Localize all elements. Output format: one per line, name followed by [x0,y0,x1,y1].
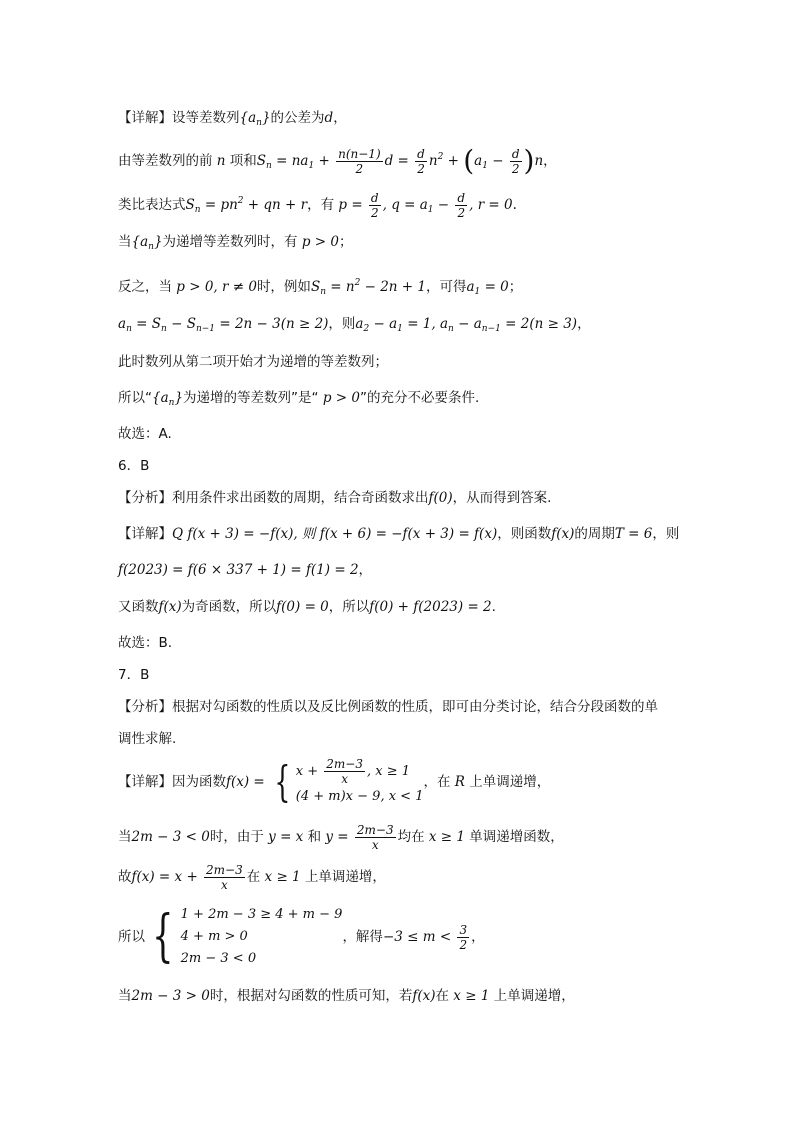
text: ， [577,316,591,332]
text-line [118,314,591,339]
math: f(0) = 0 [276,599,329,615]
text: 为奇函数，所以 [181,599,277,615]
text: 在 [435,988,450,1004]
text-line [118,560,372,580]
text: 所以 [118,929,145,945]
text: ，则函数 [497,526,552,542]
math: ) [523,144,535,177]
text-line [118,232,352,257]
text: . [491,599,496,615]
text: 均在 [397,829,425,845]
text: 故 [118,869,132,885]
math: $a_2 - a_1 = 1$, $a_n - a_{n-1} = 2(n \ge 3)$ [355,316,578,334]
math: $a_1$ − [474,153,508,171]
math: $\frac{d}{2}$ [370,190,379,220]
math: ， [543,153,557,169]
text: 【详解】设等差数列 [118,110,240,126]
math: Q f(x + 3) = −f(x), 则 f(x + 6) = −f(x + 3) = f(x) [172,526,498,542]
math: y = [321,829,353,845]
text-line [118,633,172,653]
text-line [118,986,575,1006]
text-line [118,108,347,133]
text: 当 [118,234,132,250]
math: $\{a_n\}$ [152,390,184,408]
text: ，则 [328,316,356,332]
math: { [152,904,174,969]
math: , r = 0 [469,197,513,213]
text: 的公差为 [270,110,325,126]
math: $S_n = n^2 - 2n + 1$ [310,278,426,297]
text: ，有 [307,197,335,213]
math: $\frac{d}{2}$ [457,190,466,220]
text: 6．B [118,458,150,474]
text-line [118,597,496,617]
math: f(x) [551,526,575,542]
math: n [212,153,230,169]
text: ； [338,234,353,250]
text-line [118,140,557,183]
math: $\frac{2m-3}{x}$ [356,822,394,852]
math: p = [334,197,367,213]
text-line [118,186,517,225]
text-line [118,697,658,717]
text: 调性求解. [118,731,177,747]
text: 时，例如 [256,279,311,295]
math: 2m − 3 > 0 [131,988,210,1004]
text: 在 [246,869,261,885]
text: 故选：B. [118,635,173,651]
text-line [118,388,479,413]
math: f(x) [158,599,182,615]
text: 当 [118,988,132,1004]
text-line [118,729,176,749]
question-number [118,665,149,685]
math: x ≥ 1 [449,988,494,1004]
text-line [118,488,551,508]
text: ，在 [423,774,451,790]
text: 7．B [118,667,150,683]
text: 【分析】利用条件求出函数的周期，结合奇函数求出 [118,490,429,506]
text: 时，由于 [209,829,264,845]
math: $a_1 = 0$ [466,279,509,297]
text-line [118,424,172,444]
text-line [118,352,388,372]
text: ， [333,110,347,126]
math: f(0) + f(2023) = 2 [369,599,492,615]
text: 上单调递增， [493,988,575,1004]
math: $\{a_n\}$ [239,110,271,128]
math: x + $\frac{2m-3}{x}$ , x ≥ 1 (4 + m)x − 9, x < 1 [295,756,424,804]
text: 【详解】 [118,526,172,542]
text: 【详解】因为函数 [118,774,226,790]
text: ，从而得到答案. [452,490,552,506]
text: 反之，当 [118,279,172,295]
math: $\frac{3}{2}$ [459,922,468,952]
math: f(x) = [226,774,270,790]
math: $S_n = na_1$ + [256,153,335,171]
math: d [324,110,334,126]
math: x ≥ 1 [260,869,305,885]
text: 类比表达式 [118,197,186,213]
math: $a_n = S_n - S_{n-1} = 2n - 3(n \ge 2)$ [118,316,329,334]
text: 所以“ [118,390,152,406]
text: 此时数列从第二项开始才为递增的等差数列； [118,354,388,370]
text: ； [508,279,523,295]
math: $\{a_n\}$ [131,234,163,252]
text-line [118,822,564,852]
math: n [534,153,544,169]
text: 当 [118,829,132,845]
text: ，所以 [328,599,370,615]
text-line [118,862,386,892]
text: ，解得 [342,929,383,945]
text: 单调递增函数， [469,829,564,845]
text: 和 [307,829,322,845]
math: $\frac{d}{2}$ [417,146,425,176]
math: f(0) [428,490,453,506]
text: 上单调递增， [304,869,386,885]
text: 时，根据对勾函数的性质可知，若 [209,988,413,1004]
math: ( [463,144,475,177]
text-line [118,904,485,970]
math: d = [384,153,414,169]
math: $n^2$ + [428,152,464,169]
text: ，则 [652,526,680,542]
text: ，可得 [425,279,467,295]
math: $\frac{2m-3}{x}$ [206,862,243,892]
math: . [512,197,517,213]
math: p > 0, r ≠ 0 [172,279,257,295]
text: 为递增的等差数列”是“ [183,390,319,406]
math: { [274,757,291,806]
text: 的周期 [574,526,615,542]
text: 上单调递增， [469,774,551,790]
math: y = x [263,829,308,845]
question-number [118,456,149,476]
math: f(2023) = f(6 × 337 + 1) = f(1) = 2 [118,562,359,578]
math: 1 + 2m − 3 ≥ 4 + m − 9 4 + m > 0 2m − 3 < 0 [180,907,343,966]
text: 为递增等差数列时，有 [162,234,298,250]
math: f(x) [412,988,436,1004]
math: T = 6 [614,526,653,542]
text: 由等差数列的前 [118,153,213,169]
text: ， [471,929,485,945]
math: p > 0 [318,390,360,406]
math: $S_n = pn^2$ + qn + r [185,196,308,215]
math: p > 0 [297,234,339,250]
math: 2m − 3 < 0 [131,829,210,845]
text: 项和 [229,153,257,169]
math: R [450,774,470,790]
math: , $q = a_1$ − [382,197,454,215]
text-line [118,524,679,544]
text: 【分析】根据对勾函数的性质以及反比例函数的性质，即可由分类讨论，结合分段函数的单 [118,699,658,715]
text: 故选：A. [118,426,172,442]
text-line [118,273,522,302]
text-line [118,756,550,808]
text: ， [358,562,373,578]
text: ”的充分不必要条件. [359,390,480,406]
math: f(x) = x + [131,869,203,885]
math: x ≥ 1 [424,829,470,845]
text: 又函数 [118,599,159,615]
math: $\frac{d}{2}$ [511,146,520,176]
math: −3 ≤ m < [382,929,456,945]
math: $\frac{n(n-1)}{2}$ [338,146,381,176]
